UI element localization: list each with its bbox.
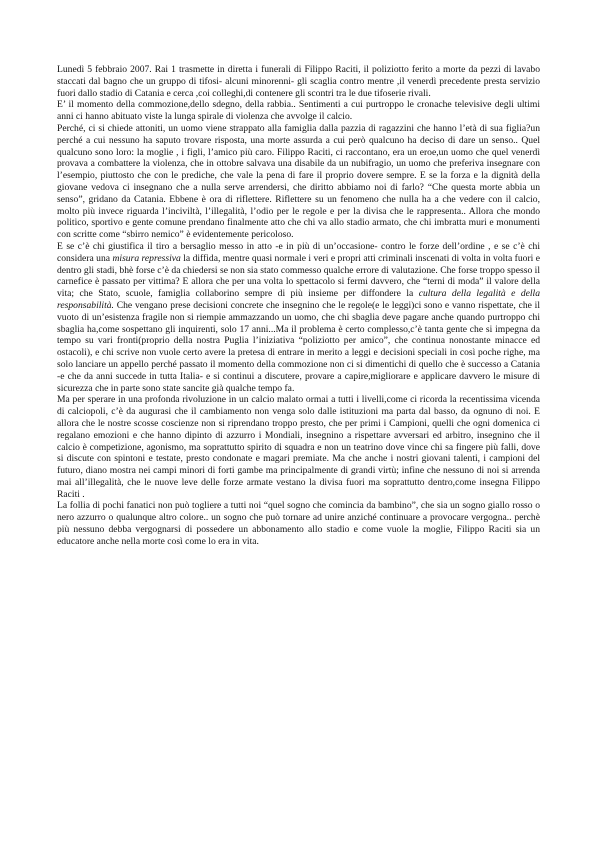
paragraph-giustifica	[57, 241, 540, 394]
paragraph-perche: Perché, ci si chiede attoniti, un uomo viene strappato alla famiglia dalla pazzia di ragazzini che hanno l’età di sua figlia?un perché a cui nessuno ha saputo trovare risposta, una morte assurda a cui però qualcuno ha deciso di dare un senso.. Quel qualcuno sono loro: la moglie , i figli, l’amico più caro. Filippo Raciti, ci raccontano, era un eroe,un uomo che quel venerdì provava a combattere la violenza, che in ottobre salvava una disabile da un nubifragio, un uomo che preferiva insegnare con l’esempio, piuttosto che con le prediche, che vale la pena di fare il proprio dovere sempre. E se la forza e la dignità della giovane vedova ci insegnano che a nulla serve arrendersi, che diritto abbiamo noi di farlo? “Che questa morte abbia un senso”, gridano da Catania. Ebbene è ora di riflettere. Riflettere su un fenomeno che nulla ha a che vedere con il calcio, molto più invece riguarda l’inciviltà, l’illegalità, l’odio per le regole e per la divisa che le rappresenta.. Allora che mondo politico, sportivo e gente comune prendano finalmente atto che chi va allo stadio armato, che chi imbratta muri e monumenti con scritte come “sbirro nemico” è evidentemente pericoloso.	[57, 122, 540, 241]
paragraph-intro: Lunedì 5 febbraio 2007. Rai 1 trasmette in diretta i funerali di Filippo Raciti, il poliziotto ferito a morte da pezzi di lavabo staccati dal bagno che un gruppo di tifosi- alcuni minorenni- gli scaglia contro mentre ,il venerdì precedente presta servizio fuori dallo stadio di Catania e cerca ,coi colleghi,di contenere gli scontri tra le due tifoserie rivali.	[57, 64, 540, 99]
paragraph-giustifica-text-2: la diffida, mentre quasi normale i veri e propri atti criminali inscenati di volta in volta fuori e dentro gli stadi, bhè forse c’è da chiedersi se non sia stato commesso qualche errore di valutazione. Che forse troppo spesso il carnefice è passato per vittima? E allora che per una volta lo spettacolo si fermi davvero, che “terni di moda” il valore della vita; che Stato, scuole, famiglia collaborino sempre di più insieme per diffondere la	[57, 252, 540, 300]
paragraph-giustifica-text-3: Che vengano prese decisioni concrete che insegnino che le regole(e le leggi)ci sono e vanno rispettate, che il vuoto di un’esistenza fragile non si riempie ammazzando un uomo, che chi sbaglia deve pagare anche quando purtroppo chi sbaglia ha,come sospettano gli inquirenti, solo 17 anni...Ma il problema è certo complesso,c’è tanta gente che si impegna da tempo su vari fronti(proprio della nostra Puglia l’iniziativa “poliziotto per amico”, che continua nonostante minacce ed ostacoli), e chi scrive non vuole certo avere la pretesa di entrare in merito a leggi e decisioni speciali in così poche righe, ma solo lanciare un appello perché passato il momento della commozione non ci si dimentichi di quello che è successo a Catania -e che da anni succede in tutta Italia- e si continui a discutere, provare a capire,migliorare e applicare davvero le misure di sicurezza che in parte sono state sancite già qualche tempo fa.	[57, 299, 540, 394]
misura-repressiva-italic: misura repressiva	[112, 252, 181, 264]
paragraph-follia: La follia di pochi fanatici non può togliere a tutti noi “quel sogno che comincia da bambino”, che sia un sogno giallo rosso o nero azzurro o qualunque altro colore.. un sogno che può tornare ad unire anziché continuare a provocare vergogna.. perchè più nessuno debba vergognarsi di possedere un abbonamento allo stadio e come vuole la moglie, Filippo Raciti sia un educatore anche nella morte così come lo era in vita.	[57, 500, 540, 547]
document-body	[57, 64, 540, 548]
paragraph-commozione: E’ il momento della commozione,dello sdegno, della rabbia.. Sentimenti a cui purtroppo le cronache televisive degli ultimi anni ci hanno abituato viste la lunga spirale di violenza che avvolge il calcio.	[57, 99, 540, 123]
paragraph-rivoluzione: Ma per sperare in una profonda rivoluzione in un calcio malato ormai a tutti i livelli,come ci ricorda la recentissima vicenda di calciopoli, c’è da augurasi che il cambiamento non venga solo dalle istituzioni ma parta dal basso, da ognuno di noi. E allora che le nostre scosse coscienze non si riprendano troppo presto, che per primi i Campioni, quelli che ogni domenica ci regalano emozioni e che hanno dipinto di azzurro i Mondiali, insegnino a rispettare avversari ed arbitro, insegnino che il calcio è competizione, agonismo, ma soprattutto spirito di squadra e non un teatrino dove vince chi sa fingere più falli, dove si discute con spintoni e testate, presto condonate e magari premiate. Ma che anche i nostri giovani talenti, i campioni del futuro, diano mostra nei campi minori di forti gambe ma principalmente di grandi virtù; infine che nessuno di noi si arrenda mai all’illegalità, che le nuove leve delle forze armate vestano la divisa fuori ma soprattutto dentro,come insegna Filippo Raciti .	[57, 394, 540, 500]
cultura-legalita-italic: cultura della legalità e della responsabilità.	[57, 288, 540, 311]
paragraph-giustifica-text-1: E se c’è chi giustifica il tiro a bersaglio messo in atto -e in più di un’occasione- contro le forze dell’ordine , e se c’è chi considera una	[57, 240, 540, 264]
